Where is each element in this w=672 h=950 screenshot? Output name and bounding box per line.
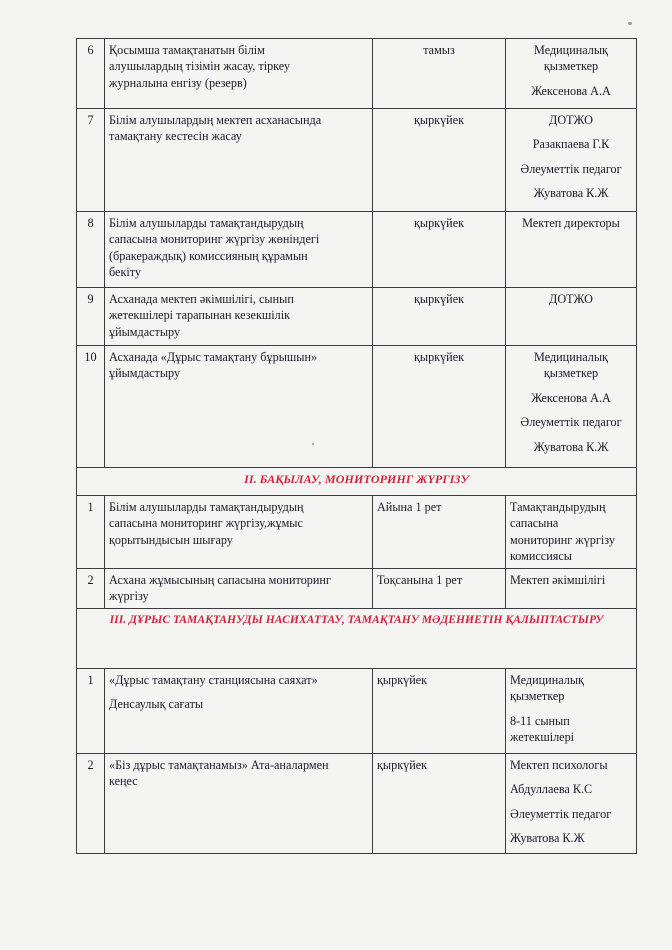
activity-cell bbox=[105, 288, 373, 346]
activity-line: қорытындысын шығару bbox=[109, 532, 233, 547]
section-title: II. БАҚЫЛАУ, МОНИТОРИНГ ЖҮРГІЗУ bbox=[77, 468, 637, 496]
responsible-line: қызметкер bbox=[510, 689, 565, 704]
activity-line: алушылардың тізімін жасау, тіркеу bbox=[109, 59, 290, 74]
row-number: 2 bbox=[77, 753, 105, 853]
table-row bbox=[77, 346, 637, 468]
responsible-cell bbox=[506, 212, 637, 288]
activity-line: сапасына мониторинг жүргізу,жұмыс bbox=[109, 516, 303, 531]
row-number: 2 bbox=[77, 568, 105, 608]
activity-cell bbox=[105, 753, 373, 853]
activity-line: Асханада мектеп әкімшілігі, сынып bbox=[109, 292, 294, 306]
responsible-line: Жексенова А.А bbox=[531, 390, 611, 405]
table-row bbox=[77, 288, 637, 346]
responsible-line: Мектеп директоры bbox=[522, 216, 620, 230]
time-cell: қыркүйек bbox=[373, 109, 506, 212]
responsible-line: сапасына bbox=[510, 516, 559, 531]
activity-line: Асхана жұмысының сапасына мониторинг bbox=[109, 572, 331, 587]
responsible-line: Тамақтандырудың bbox=[510, 500, 606, 514]
responsible-cell bbox=[506, 496, 637, 569]
activity-line: ұйымдастыру bbox=[109, 324, 181, 339]
time-cell: қыркүйек bbox=[373, 346, 506, 468]
responsible-line: Әлеуметтік педагог bbox=[520, 161, 622, 176]
responsible-cell bbox=[506, 568, 637, 608]
activity-cell bbox=[105, 39, 373, 109]
activity-line: Білім алушыларды тамақтандырудың bbox=[109, 216, 304, 230]
time-cell: қыркүйек bbox=[373, 753, 506, 853]
responsible-line: Медициналық bbox=[534, 43, 608, 57]
section-title: III. ДҰРЫС ТАМАҚТАНУДЫ НАСИХАТТАУ, ТАМАҚТАНУ МӘДЕНИЕТІН ҚАЛЫПТАСТЫРУ bbox=[77, 608, 637, 668]
row-number: 8 bbox=[77, 212, 105, 288]
responsible-line: Медициналық bbox=[510, 672, 584, 687]
responsible-line: мониторинг жүргізу bbox=[510, 532, 615, 547]
scan-speck bbox=[628, 22, 632, 25]
responsible-line: Жуватова К.Ж bbox=[533, 439, 609, 454]
row-number: 10 bbox=[77, 346, 105, 468]
responsible-line: Абдуллаева К.С bbox=[510, 782, 593, 797]
time-cell: тамыз bbox=[373, 39, 506, 109]
responsible-line: Мектеп әкімшілігі bbox=[510, 572, 606, 587]
activity-line: «Дұрыс тамақтану станциясына саяхат» bbox=[109, 672, 318, 687]
activity-line: Денсаулық сағаты bbox=[109, 697, 204, 712]
activity-line: Білім алушылардың мектеп асханасында bbox=[109, 113, 322, 127]
table-row bbox=[77, 109, 637, 212]
activity-line: журналына енгізу (резерв) bbox=[109, 75, 247, 90]
row-number: 1 bbox=[77, 496, 105, 569]
activity-line: Білім алушыларды тамақтандырудың bbox=[109, 500, 304, 514]
responsible-line: Жексенова А.А bbox=[531, 83, 611, 98]
responsible-line: Әлеуметтік педагог bbox=[520, 415, 622, 430]
activity-line: сапасына мониторинг жүргізу жөніндегі bbox=[109, 232, 320, 247]
activity-cell bbox=[105, 346, 373, 468]
activity-cell bbox=[105, 109, 373, 212]
responsible-cell bbox=[506, 753, 637, 853]
activity-line: Қосымша тамақтанатын білім bbox=[109, 43, 265, 57]
responsible-line: Жуватова К.Ж bbox=[533, 186, 609, 201]
responsible-cell bbox=[506, 109, 637, 212]
section-header-row bbox=[77, 608, 637, 668]
responsible-line: Әлеуметтік педагог bbox=[510, 806, 612, 821]
activity-cell bbox=[105, 212, 373, 288]
table-row bbox=[77, 568, 637, 608]
responsible-cell bbox=[506, 288, 637, 346]
activity-line: бекіту bbox=[109, 265, 142, 280]
table-row bbox=[77, 668, 637, 753]
responsible-line: қызметкер bbox=[543, 366, 599, 381]
responsible-line: комиссиясы bbox=[510, 549, 572, 564]
responsible-cell bbox=[506, 668, 637, 753]
activity-line: кеңес bbox=[109, 774, 138, 789]
time-cell: Айына 1 рет bbox=[373, 496, 506, 569]
responsible-line: Разакпаева Г.К bbox=[532, 137, 610, 152]
responsible-line: 8-11 сынып bbox=[510, 713, 570, 728]
table-row bbox=[77, 39, 637, 109]
table-row bbox=[77, 212, 637, 288]
responsible-cell bbox=[506, 39, 637, 109]
activity-line: (бракераждық) комиссияның құрамын bbox=[109, 248, 308, 263]
row-number: 7 bbox=[77, 109, 105, 212]
time-cell: Тоқсанына 1 рет bbox=[373, 568, 506, 608]
activity-cell bbox=[105, 668, 373, 753]
table-row bbox=[77, 753, 637, 853]
responsible-line: жетекшілері bbox=[510, 730, 575, 745]
activity-cell bbox=[105, 496, 373, 569]
responsible-line: ДОТЖО bbox=[549, 113, 593, 127]
responsible-line: Медициналық bbox=[534, 350, 608, 364]
activity-line: «Біз дұрыс тамақтанамыз» Ата-аналармен bbox=[109, 757, 329, 772]
row-number: 6 bbox=[77, 39, 105, 109]
responsible-cell bbox=[506, 346, 637, 468]
activity-cell bbox=[105, 568, 373, 608]
row-number: 1 bbox=[77, 668, 105, 753]
activity-line: Асханада «Дұрыс тамақтану бұрышын» bbox=[109, 350, 318, 364]
time-cell: қыркүйек bbox=[373, 668, 506, 753]
responsible-line: қызметкер bbox=[543, 59, 599, 74]
section-header-row bbox=[77, 468, 637, 496]
activity-line: тамақтану кестесін жасау bbox=[109, 129, 242, 144]
table-row bbox=[77, 496, 637, 569]
meal-plan-table bbox=[76, 38, 637, 854]
responsible-line: ДОТЖО bbox=[549, 292, 593, 306]
time-cell: қыркүйек bbox=[373, 288, 506, 346]
activity-line: ұйымдастыру bbox=[109, 366, 181, 381]
activity-line: жүргізу bbox=[109, 589, 149, 604]
responsible-line: Жуватова К.Ж bbox=[510, 831, 585, 846]
time-cell: қыркүйек bbox=[373, 212, 506, 288]
activity-line: жетекшілері тарапынан кезекшілік bbox=[109, 308, 291, 323]
responsible-line: Мектеп психологы bbox=[510, 757, 608, 772]
row-number: 9 bbox=[77, 288, 105, 346]
